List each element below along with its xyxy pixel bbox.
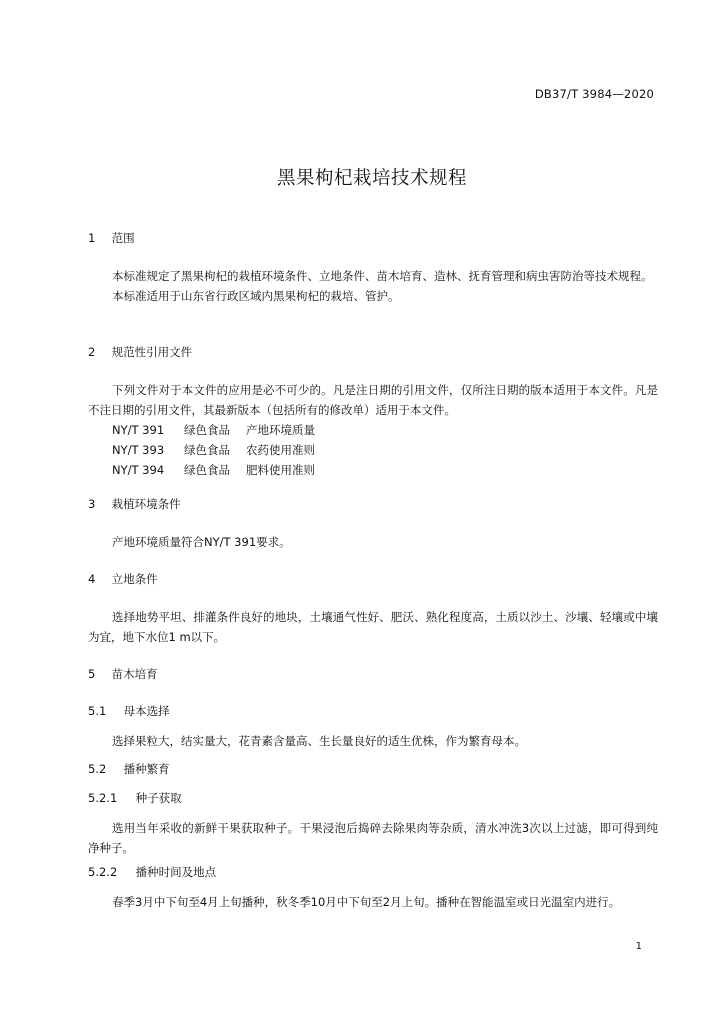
section-title: 范围 [111, 231, 135, 245]
reference-code: NY/T 394 [112, 463, 165, 477]
reference-code: NY/T 391 [112, 423, 165, 437]
page-number: 1 [635, 941, 642, 952]
section-number: 5.2 [88, 762, 107, 776]
paragraph: 本标准适用于山东省行政区域内黑果枸杞的栽培、管护。 [112, 289, 400, 303]
paragraph: 选用当年采收的新鲜干果获取种子。干果浸泡后捣碎去除果肉等杂质，清水冲洗3次以上过滤，即可得到纯净种子。 [88, 821, 658, 855]
reference-code: NY/T 393 [112, 443, 165, 457]
section-title: 播种时间及地点 [135, 865, 217, 879]
subsection-heading-5-2-2 [88, 864, 216, 880]
section-1-body [88, 266, 658, 306]
subsection-heading-5-2 [88, 761, 170, 777]
paragraph: 春季3月中下旬至4月上旬播种，秋冬季10月中下旬至2月上旬。播种在智能温室或日光温室内进行。 [112, 895, 621, 909]
section-heading-5 [88, 666, 158, 682]
reference-category: 绿色食品 [184, 443, 230, 457]
section-title: 规范性引用文件 [111, 345, 193, 359]
section-number: 3 [88, 497, 96, 511]
section-3-body [88, 532, 658, 552]
section-title: 立地条件 [111, 572, 158, 586]
document-title: 黑果枸杞栽培技术规程 [276, 168, 467, 189]
standard-code: DB37/T 3984—2020 [534, 87, 654, 101]
paragraph: 下列文件对于本文件的应用是必不可少的。凡是注日期的引用文件，仅所注日期的版本适用于本文件。凡是不注日期的引用文件，其最新版本（包括所有的修改单）适用于本文件。 [88, 383, 658, 417]
section-number: 5.2.2 [88, 865, 118, 879]
reference-item [88, 460, 658, 480]
reference-name: 农药使用准则 [246, 443, 315, 457]
paragraph: 产地环境质量符合NY/T 391要求。 [112, 535, 291, 549]
section-heading-3 [88, 496, 181, 512]
section-number: 5.2.1 [88, 791, 118, 805]
reference-category: 绿色食品 [184, 463, 230, 477]
subsection-heading-5-2-1 [88, 790, 182, 806]
section-title: 栽植环境条件 [111, 497, 181, 511]
subsection-5-2-1-body [88, 818, 658, 858]
reference-category: 绿色食品 [184, 423, 230, 437]
section-heading-1 [88, 230, 135, 246]
paragraph: 选择地势平坦、排灌条件良好的地块，土壤通气性好、肥沃、熟化程度高，土质以沙土、沙壤、轻壤或中壤为宜，地下水位1 m以下。 [88, 610, 658, 644]
section-number: 5.1 [88, 704, 107, 718]
subsection-heading-5-1 [88, 703, 170, 719]
section-title: 种子获取 [135, 791, 182, 805]
subsection-5-2-2-body [88, 892, 658, 912]
reference-item [88, 440, 658, 460]
reference-item [88, 420, 658, 440]
subsection-5-1-body [88, 731, 658, 751]
section-number: 4 [88, 572, 96, 586]
reference-name: 肥料使用准则 [246, 463, 315, 477]
section-title: 苗木培育 [111, 667, 158, 681]
section-title: 母本选择 [123, 704, 170, 718]
section-title: 播种繁育 [123, 762, 170, 776]
section-2-body [88, 380, 658, 480]
paragraph: 选择果粒大，结实量大，花青素含量高、生长量良好的适生优株，作为繁育母本。 [112, 734, 526, 748]
section-number: 1 [88, 231, 96, 245]
reference-name: 产地环境质量 [246, 423, 315, 437]
section-4-body [88, 607, 658, 647]
section-heading-2 [88, 344, 192, 360]
section-heading-4 [88, 571, 158, 587]
paragraph: 本标准规定了黑果枸杞的栽植环境条件、立地条件、苗木培育、造林、抚育管理和病虫害防治等技术规程。 [112, 269, 653, 283]
section-number: 5 [88, 667, 96, 681]
section-number: 2 [88, 345, 96, 359]
